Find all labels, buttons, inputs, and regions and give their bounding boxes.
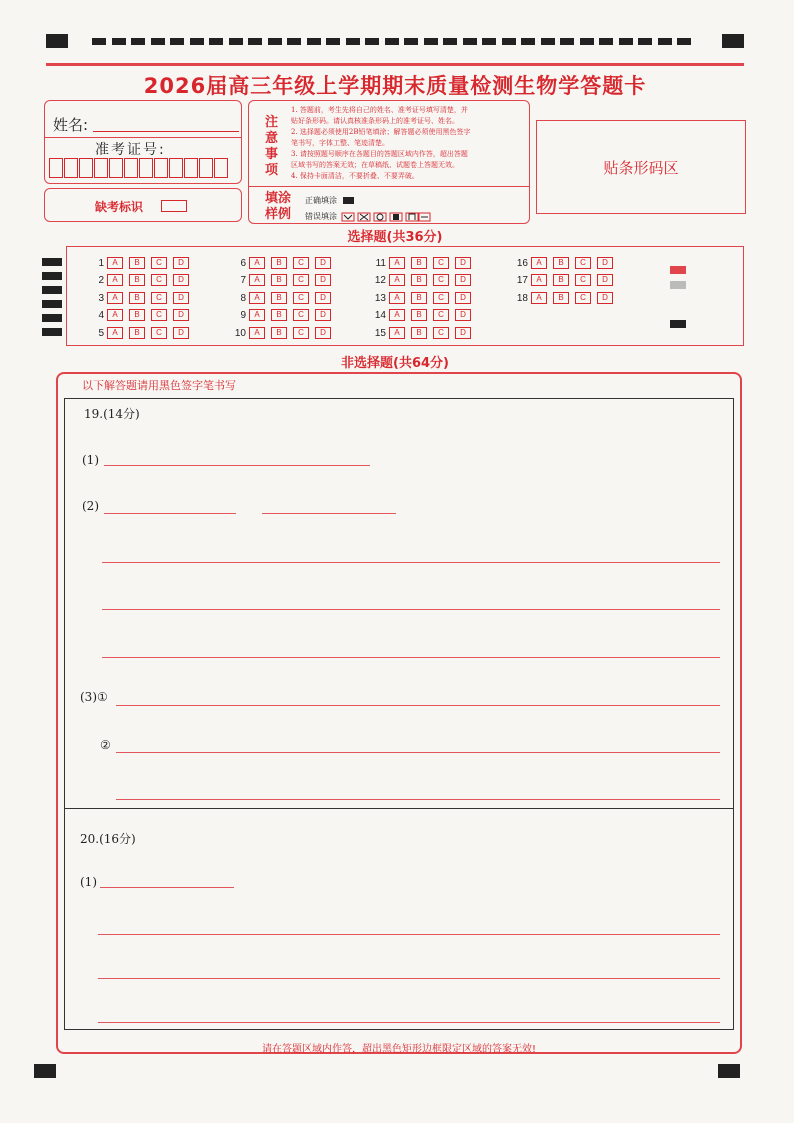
timing-mark-top <box>560 38 574 45</box>
choice-bubble-d[interactable]: D <box>173 327 189 339</box>
choice-bubble-c[interactable]: C <box>293 327 309 339</box>
choice-bubble-a[interactable]: A <box>531 292 547 304</box>
choice-question-8 <box>226 292 337 304</box>
timing-mark-top <box>190 38 204 45</box>
choice-bubble-d[interactable]: D <box>597 292 613 304</box>
corner-mark-bottom-right <box>718 1064 740 1078</box>
choice-bubble-a[interactable]: A <box>107 292 123 304</box>
fill-sample-heading <box>265 191 291 223</box>
choice-bubble-d[interactable]: D <box>173 292 189 304</box>
exam-id-grid[interactable] <box>49 158 229 180</box>
choice-bubble-d[interactable]: D <box>455 309 471 321</box>
choice-bubble-a[interactable]: A <box>531 274 547 286</box>
timing-mark-top <box>619 38 633 45</box>
correct-fill-row <box>305 195 354 206</box>
choice-bubble-c[interactable]: C <box>575 274 591 286</box>
exam-id-label: 准考证号: <box>95 142 166 158</box>
timing-mark-top <box>307 38 321 45</box>
absent-checkbox[interactable] <box>161 200 187 212</box>
exam-id-cell[interactable] <box>214 158 228 178</box>
timing-mark-top <box>268 38 282 45</box>
choice-bubble-c[interactable]: C <box>433 327 449 339</box>
timing-mark-left <box>42 300 62 308</box>
timing-mark-top <box>170 38 184 45</box>
timing-mark-top <box>404 38 418 45</box>
choice-bubble-b[interactable]: B <box>129 309 145 321</box>
choice-number: 4 <box>98 309 104 321</box>
choice-bubble-b[interactable]: B <box>129 292 145 304</box>
choice-number: 11 <box>375 257 386 269</box>
choice-bubble-a[interactable]: A <box>249 292 265 304</box>
choice-question-10 <box>226 327 337 339</box>
wrong-fill-row <box>305 211 431 222</box>
top-rule <box>46 63 744 66</box>
exam-id-cell[interactable] <box>124 158 138 178</box>
choice-bubble-a[interactable]: A <box>389 257 405 269</box>
choice-question-2 <box>84 274 195 286</box>
timing-mark-left <box>42 328 62 336</box>
exam-id-cell[interactable] <box>199 158 213 178</box>
choice-question-16 <box>508 257 619 269</box>
name-label: 姓名: <box>53 116 89 134</box>
choice-bubble-b[interactable]: B <box>411 257 427 269</box>
timing-mark-left <box>42 314 62 322</box>
q19-part3a-label: (3)① <box>80 690 108 704</box>
exam-id-cell[interactable] <box>109 158 123 178</box>
timing-mark-top <box>580 38 594 45</box>
timing-mark-top <box>151 38 165 45</box>
corner-mark-bottom-left <box>34 1064 56 1078</box>
q19-label: 19.(14分) <box>84 407 140 421</box>
answer-frame <box>64 398 734 1030</box>
q20-line-4[interactable] <box>98 1022 720 1023</box>
notice-box <box>248 100 530 224</box>
absent-mark-box <box>44 188 242 222</box>
timing-mark-left <box>42 286 62 294</box>
choice-bubble-c[interactable]: C <box>433 274 449 286</box>
fill-heading-2: 样例 <box>265 207 292 222</box>
choice-question-18 <box>508 292 619 304</box>
q19-part2-label: (2) <box>82 499 99 513</box>
choice-number: 12 <box>374 274 386 286</box>
notice-line: 4. 保持卡面清洁，不要折叠、不要弄破。 <box>291 172 419 180</box>
q19-part3b-line-2[interactable] <box>116 799 720 800</box>
choice-bubble-b[interactable]: B <box>271 327 287 339</box>
notice-line: 2. 选择题必须使用2B铅笔填涂；解答题必须使用黑色签字 <box>291 128 471 136</box>
choice-bubble-d[interactable]: D <box>455 292 471 304</box>
notice-line: 笔书写，字体工整、笔迹清楚。 <box>291 139 389 147</box>
choice-bubble-b[interactable]: B <box>271 274 287 286</box>
timing-mark-top <box>346 38 360 45</box>
choice-question-15 <box>366 327 477 339</box>
timing-mark-left <box>42 258 62 266</box>
choice-bubble-c[interactable]: C <box>575 257 591 269</box>
choice-question-13 <box>366 292 477 304</box>
choice-bubble-a[interactable]: A <box>249 309 265 321</box>
choice-bubble-c[interactable]: C <box>151 257 167 269</box>
choice-question-14 <box>366 309 477 321</box>
timing-mark-top <box>385 38 399 45</box>
correct-fill-sample <box>343 197 354 204</box>
corner-mark-top-right <box>722 34 744 48</box>
choice-number: 5 <box>98 327 104 339</box>
barcode-label: 贴条形码区 <box>603 159 679 177</box>
choice-question-4 <box>84 309 195 321</box>
timing-mark-top <box>287 38 301 45</box>
choice-bubble-d[interactable]: D <box>597 257 613 269</box>
choice-bubble-c[interactable]: C <box>575 292 591 304</box>
choice-bubble-b[interactable]: B <box>553 274 569 286</box>
correct-fill-label: 正确填涂 <box>305 196 337 205</box>
timing-mark-top <box>229 38 243 45</box>
timing-mark-top <box>502 38 516 45</box>
choice-bubble-b[interactable]: B <box>411 292 427 304</box>
choice-number: 17 <box>516 274 528 286</box>
choice-bubble-d[interactable]: D <box>455 257 471 269</box>
choice-bubble-a[interactable]: A <box>249 327 265 339</box>
q19-part3b-label: ② <box>100 738 111 752</box>
color-mark-red <box>670 266 686 274</box>
choice-bubble-a[interactable]: A <box>389 274 405 286</box>
choice-bubble-a[interactable]: A <box>107 327 123 339</box>
timing-mark-top <box>521 38 535 45</box>
exam-id-cell[interactable] <box>94 158 108 178</box>
choice-bubble-b[interactable]: B <box>411 327 427 339</box>
choice-bubble-d[interactable]: D <box>173 309 189 321</box>
color-mark-black <box>670 320 686 328</box>
timing-mark-top <box>599 38 613 45</box>
choice-question-17 <box>508 274 619 286</box>
choice-question-3 <box>84 292 195 304</box>
choice-bubble-a[interactable]: A <box>389 309 405 321</box>
absent-label: 缺考标识 <box>95 200 144 214</box>
q19-part1-label: (1) <box>82 453 99 467</box>
notice-line: 3. 请按照题号顺序在各题目的答题区域内作答，超出答题 <box>291 150 468 158</box>
exam-id-cell[interactable] <box>64 158 78 178</box>
timing-mark-top <box>131 38 145 45</box>
choice-question-1 <box>84 257 195 269</box>
choice-number: 16 <box>516 257 528 269</box>
q19-part3b-line[interactable] <box>116 752 720 753</box>
page-title: 2026届高三年级上学期期末质量检测生物学答题卡 <box>143 74 647 98</box>
choice-bubble-b[interactable]: B <box>553 257 569 269</box>
timing-mark-top <box>248 38 262 45</box>
choice-number: 7 <box>240 274 246 286</box>
timing-mark-top <box>482 38 496 45</box>
q20-line-3[interactable] <box>98 978 720 979</box>
choice-number: 8 <box>240 292 246 304</box>
choice-bubble-c[interactable]: C <box>293 257 309 269</box>
exam-id-cell[interactable] <box>79 158 93 178</box>
choice-bubble-c[interactable]: C <box>433 309 449 321</box>
choice-number: 9 <box>240 309 246 321</box>
q20-part1-label: (1) <box>80 875 97 889</box>
notice-line: 1. 答题前，考生先将自己的姓名、准考证号填写清楚，并 <box>291 106 468 114</box>
choice-bubble-b[interactable]: B <box>411 274 427 286</box>
footer-warning: 请在答题区域内作答，超出黑色矩形边框限定区域的答案无效! <box>261 1044 536 1055</box>
choice-bubble-a[interactable]: A <box>389 327 405 339</box>
choice-number: 14 <box>374 309 386 321</box>
info-divider <box>45 137 241 138</box>
choice-bubble-c[interactable]: C <box>293 274 309 286</box>
choice-number: 6 <box>240 257 246 269</box>
choice-bubble-c[interactable]: C <box>151 292 167 304</box>
timing-mark-top <box>677 38 691 45</box>
notice-line: 贴好条形码。请认真核准条形码上的准考证号、姓名。 <box>291 117 459 125</box>
barcode-area <box>536 120 746 214</box>
choice-bubble-d[interactable]: D <box>173 257 189 269</box>
q20-line-2[interactable] <box>98 934 720 935</box>
timing-mark-top <box>638 38 652 45</box>
choice-bubble-a[interactable]: A <box>107 274 123 286</box>
timing-mark-top <box>541 38 555 45</box>
choice-question-9 <box>226 309 337 321</box>
exam-id-cell[interactable] <box>169 158 183 178</box>
choice-bubble-d[interactable]: D <box>173 274 189 286</box>
choice-bubble-b[interactable]: B <box>129 274 145 286</box>
choice-bubble-d[interactable]: D <box>315 309 331 321</box>
choice-bubble-d[interactable]: D <box>597 274 613 286</box>
choice-heading: 选择题(共36分) <box>347 230 443 245</box>
q19-part2-line-a[interactable] <box>104 513 236 514</box>
choice-bubble-d[interactable]: D <box>315 327 331 339</box>
choice-bubble-b[interactable]: B <box>553 292 569 304</box>
exam-id-cell[interactable] <box>184 158 198 178</box>
choice-bubble-c[interactable]: C <box>151 274 167 286</box>
timing-mark-left <box>42 272 62 280</box>
choice-number: 15 <box>374 327 386 339</box>
choice-number: 13 <box>374 292 386 304</box>
timing-mark-top <box>443 38 457 45</box>
choice-bubble-a[interactable]: A <box>107 309 123 321</box>
notice-char: 项 <box>265 163 279 178</box>
student-info-box <box>44 100 242 184</box>
answer-instruction: 以下解答题请用黑色签字笔书写 <box>82 379 236 392</box>
timing-mark-top <box>365 38 379 45</box>
choice-bubble-a[interactable]: A <box>389 292 405 304</box>
choice-question-6 <box>226 257 337 269</box>
timing-mark-top <box>209 38 223 45</box>
timing-mark-top <box>92 38 106 45</box>
q20-part1-line[interactable] <box>100 887 234 888</box>
name-field[interactable] <box>93 131 239 132</box>
choice-bubble-b[interactable]: B <box>129 257 145 269</box>
choice-number: 2 <box>98 274 104 286</box>
choice-bubble-c[interactable]: C <box>151 327 167 339</box>
notice-line: 区域书写的答案无效；在草稿纸、试题卷上答题无效。 <box>291 161 459 169</box>
q19-part1-line[interactable] <box>104 465 370 466</box>
choice-number: 1 <box>98 257 104 269</box>
choice-number: 10 <box>234 327 246 339</box>
q20-label: 20.(16分) <box>80 832 136 846</box>
choice-bubble-c[interactable]: C <box>433 292 449 304</box>
choice-bubble-b[interactable]: B <box>271 292 287 304</box>
choice-bubble-c[interactable]: C <box>293 292 309 304</box>
wrong-fill-label: 错误填涂 <box>305 212 337 221</box>
choice-bubble-d[interactable]: D <box>315 274 331 286</box>
choice-question-5 <box>84 327 195 339</box>
q19-part2-line-e[interactable] <box>102 657 720 658</box>
q19-part3a-line[interactable] <box>116 705 720 706</box>
notice-char: 事 <box>265 147 279 162</box>
q19-part2-line-b[interactable] <box>262 513 396 514</box>
timing-mark-top <box>424 38 438 45</box>
exam-id-cell[interactable] <box>139 158 153 178</box>
notice-items <box>291 105 527 182</box>
q19-part2-line-c[interactable] <box>102 562 720 563</box>
timing-mark-top <box>463 38 477 45</box>
choice-bubble-d[interactable]: D <box>315 257 331 269</box>
choice-bubble-c[interactable]: C <box>151 309 167 321</box>
choice-bubble-d[interactable]: D <box>455 327 471 339</box>
q19-part2-line-d[interactable] <box>102 609 720 610</box>
choice-bubble-b[interactable]: B <box>271 309 287 321</box>
choice-bubble-a[interactable]: A <box>531 257 547 269</box>
timing-mark-top <box>112 38 126 45</box>
question-divider <box>64 808 734 809</box>
choice-bubble-a[interactable]: A <box>107 257 123 269</box>
choice-bubble-b[interactable]: B <box>129 327 145 339</box>
corner-mark-top-left <box>46 34 68 48</box>
choice-bubble-d[interactable]: D <box>455 274 471 286</box>
notice-heading <box>265 115 279 179</box>
notice-char: 意 <box>265 131 279 146</box>
timing-mark-top <box>658 38 672 45</box>
choice-bubble-b[interactable]: B <box>271 257 287 269</box>
choice-question-7 <box>226 274 337 286</box>
choice-bubble-c[interactable]: C <box>433 257 449 269</box>
fill-heading-1: 填涂 <box>265 191 292 206</box>
notice-divider <box>249 186 529 187</box>
timing-mark-top <box>326 38 340 45</box>
choice-bubble-c[interactable]: C <box>293 309 309 321</box>
choice-question-12 <box>366 274 477 286</box>
color-mark-gray <box>670 281 686 289</box>
choice-bubble-d[interactable]: D <box>315 292 331 304</box>
exam-id-cell[interactable] <box>154 158 168 178</box>
choice-bubble-b[interactable]: B <box>411 309 427 321</box>
choice-number: 3 <box>98 292 104 304</box>
nonchoice-heading: 非选择题(共64分) <box>341 356 449 371</box>
notice-char: 注 <box>265 115 279 130</box>
choice-question-11 <box>366 257 477 269</box>
choice-bubble-a[interactable]: A <box>249 274 265 286</box>
choice-number: 18 <box>516 292 528 304</box>
choice-bubble-a[interactable]: A <box>249 257 265 269</box>
exam-id-cell[interactable] <box>49 158 63 178</box>
wrong-fill-samples-icon <box>341 212 431 222</box>
